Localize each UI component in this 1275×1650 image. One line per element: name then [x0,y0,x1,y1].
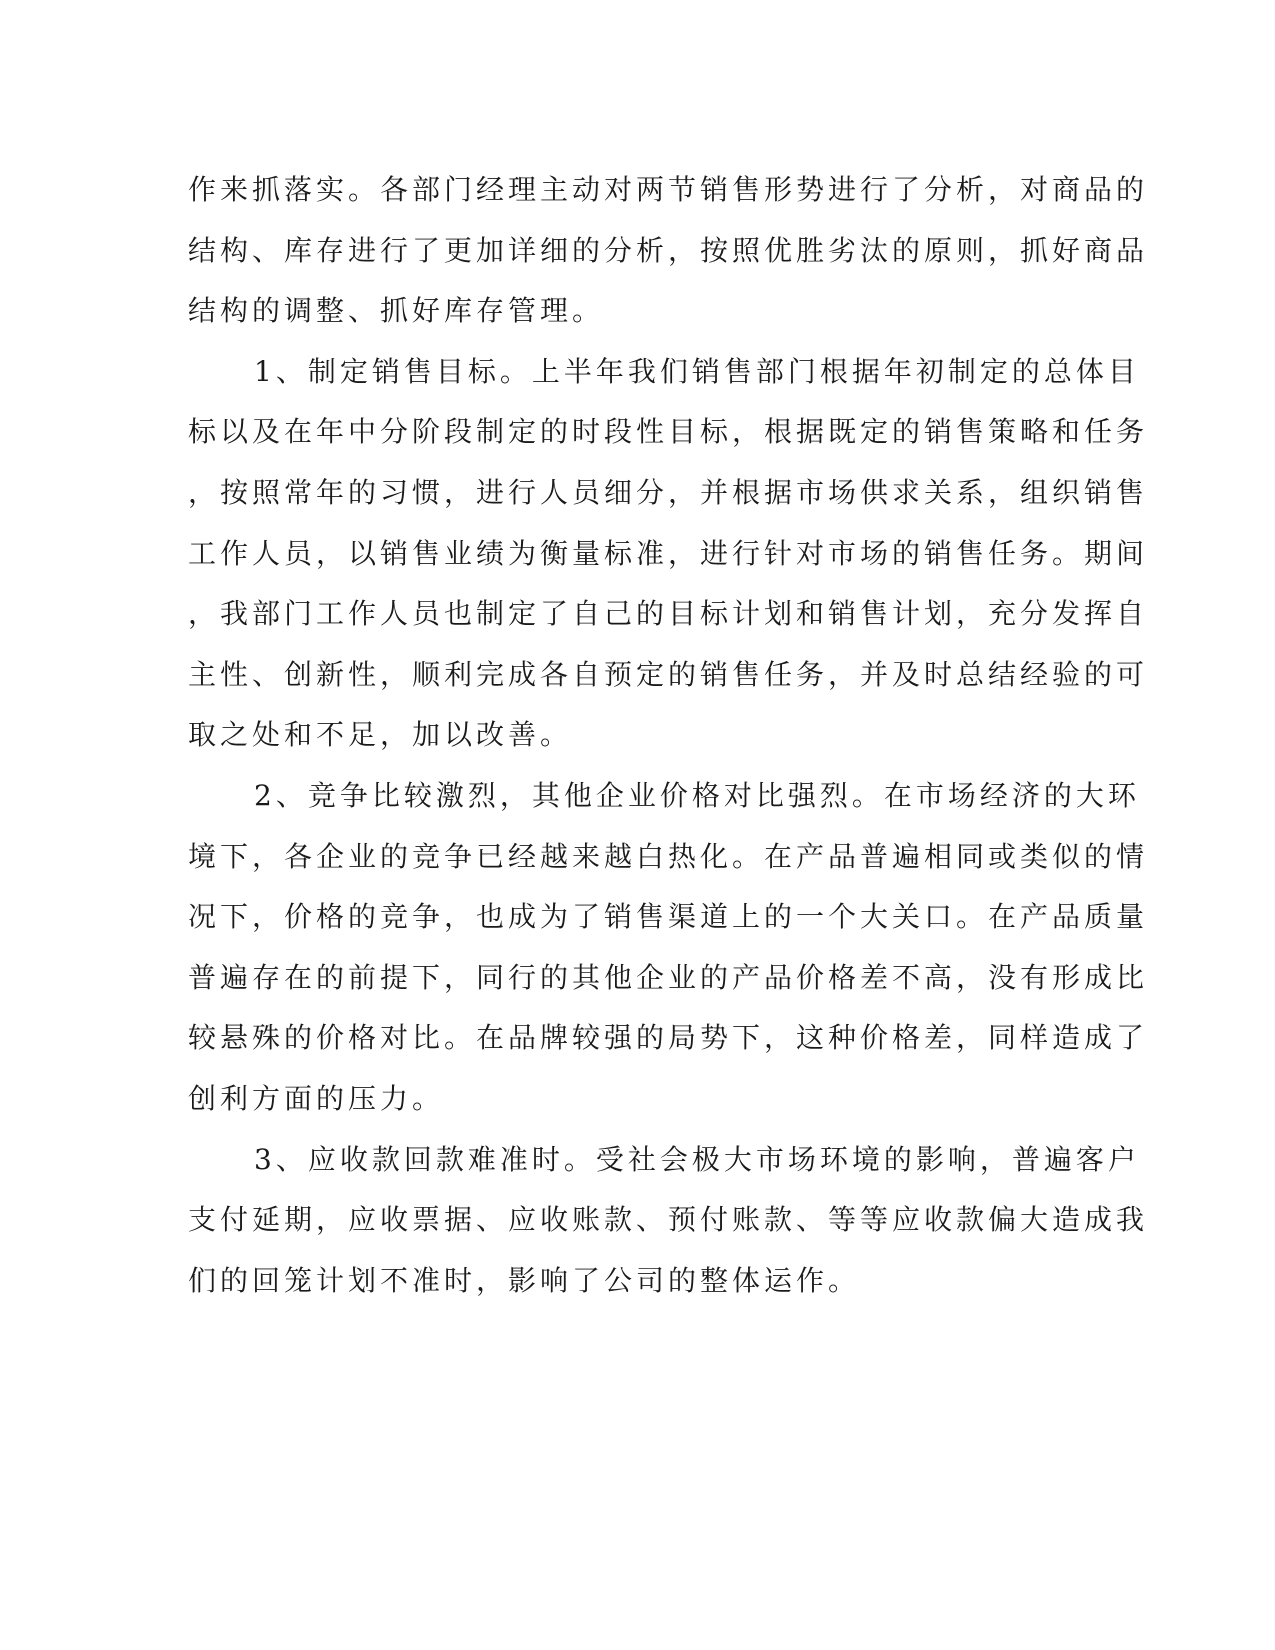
text-line: 标以及在年中分阶段制定的时段性目标，根据既定的销售策略和任务 [188,415,1149,449]
text-line: 支付延期，应收票据、应收账款、预付账款、等等应收款偏大造成我 [188,1203,1149,1237]
text-line: 结构、库存进行了更加详细的分析，按照优胜劣汰的原则，抓好商品 [188,233,1149,267]
text-line: 普遍存在的前提下，同行的其他企业的产品价格差不高，没有形成比 [188,960,1149,994]
text-line-item-2-start: 2、竞争比较激烈，其他企业价格对比强烈。在市场经济的大环 [254,778,1140,812]
text-line: ，我部门工作人员也制定了自己的目标计划和销售计划，充分发挥自 [188,597,1149,631]
text-line: ，按照常年的习惯，进行人员细分，并根据市场供求关系，组织销售 [188,475,1149,509]
text-line: 创利方面的压力。 [188,1081,445,1115]
body-text [188,160,1149,1311]
text-line-item-1-start: 1、制定销售目标。上半年我们销售部门根据年初制定的总体目 [254,354,1140,388]
text-line-item-3-start: 3、应收款回款难准时。受社会极大市场环境的影响，普遍客户 [254,1142,1140,1176]
text-line: 境下，各企业的竞争已经越来越白热化。在产品普遍相同或类似的情 [188,839,1149,873]
text-line: 工作人员，以销售业绩为衡量标准，进行针对市场的销售任务。期间 [188,536,1149,570]
text-line: 们的回笼计划不准时，影响了公司的整体运作。 [188,1263,861,1297]
text-line: 较悬殊的价格对比。在品牌较强的局势下，这种价格差，同样造成了 [188,1021,1149,1055]
text-line: 结构的调整、抓好库存管理。 [188,294,605,328]
text-line: 取之处和不足，加以改善。 [188,718,573,752]
text-line: 作来抓落实。各部门经理主动对两节销售形势进行了分析，对商品的 [188,173,1149,206]
text-line: 主性、创新性，顺利完成各自预定的销售任务，并及时总结经验的可 [188,657,1149,691]
text-line: 况下，价格的竞争，也成为了销售渠道上的一个大关口。在产品质量 [188,900,1149,934]
